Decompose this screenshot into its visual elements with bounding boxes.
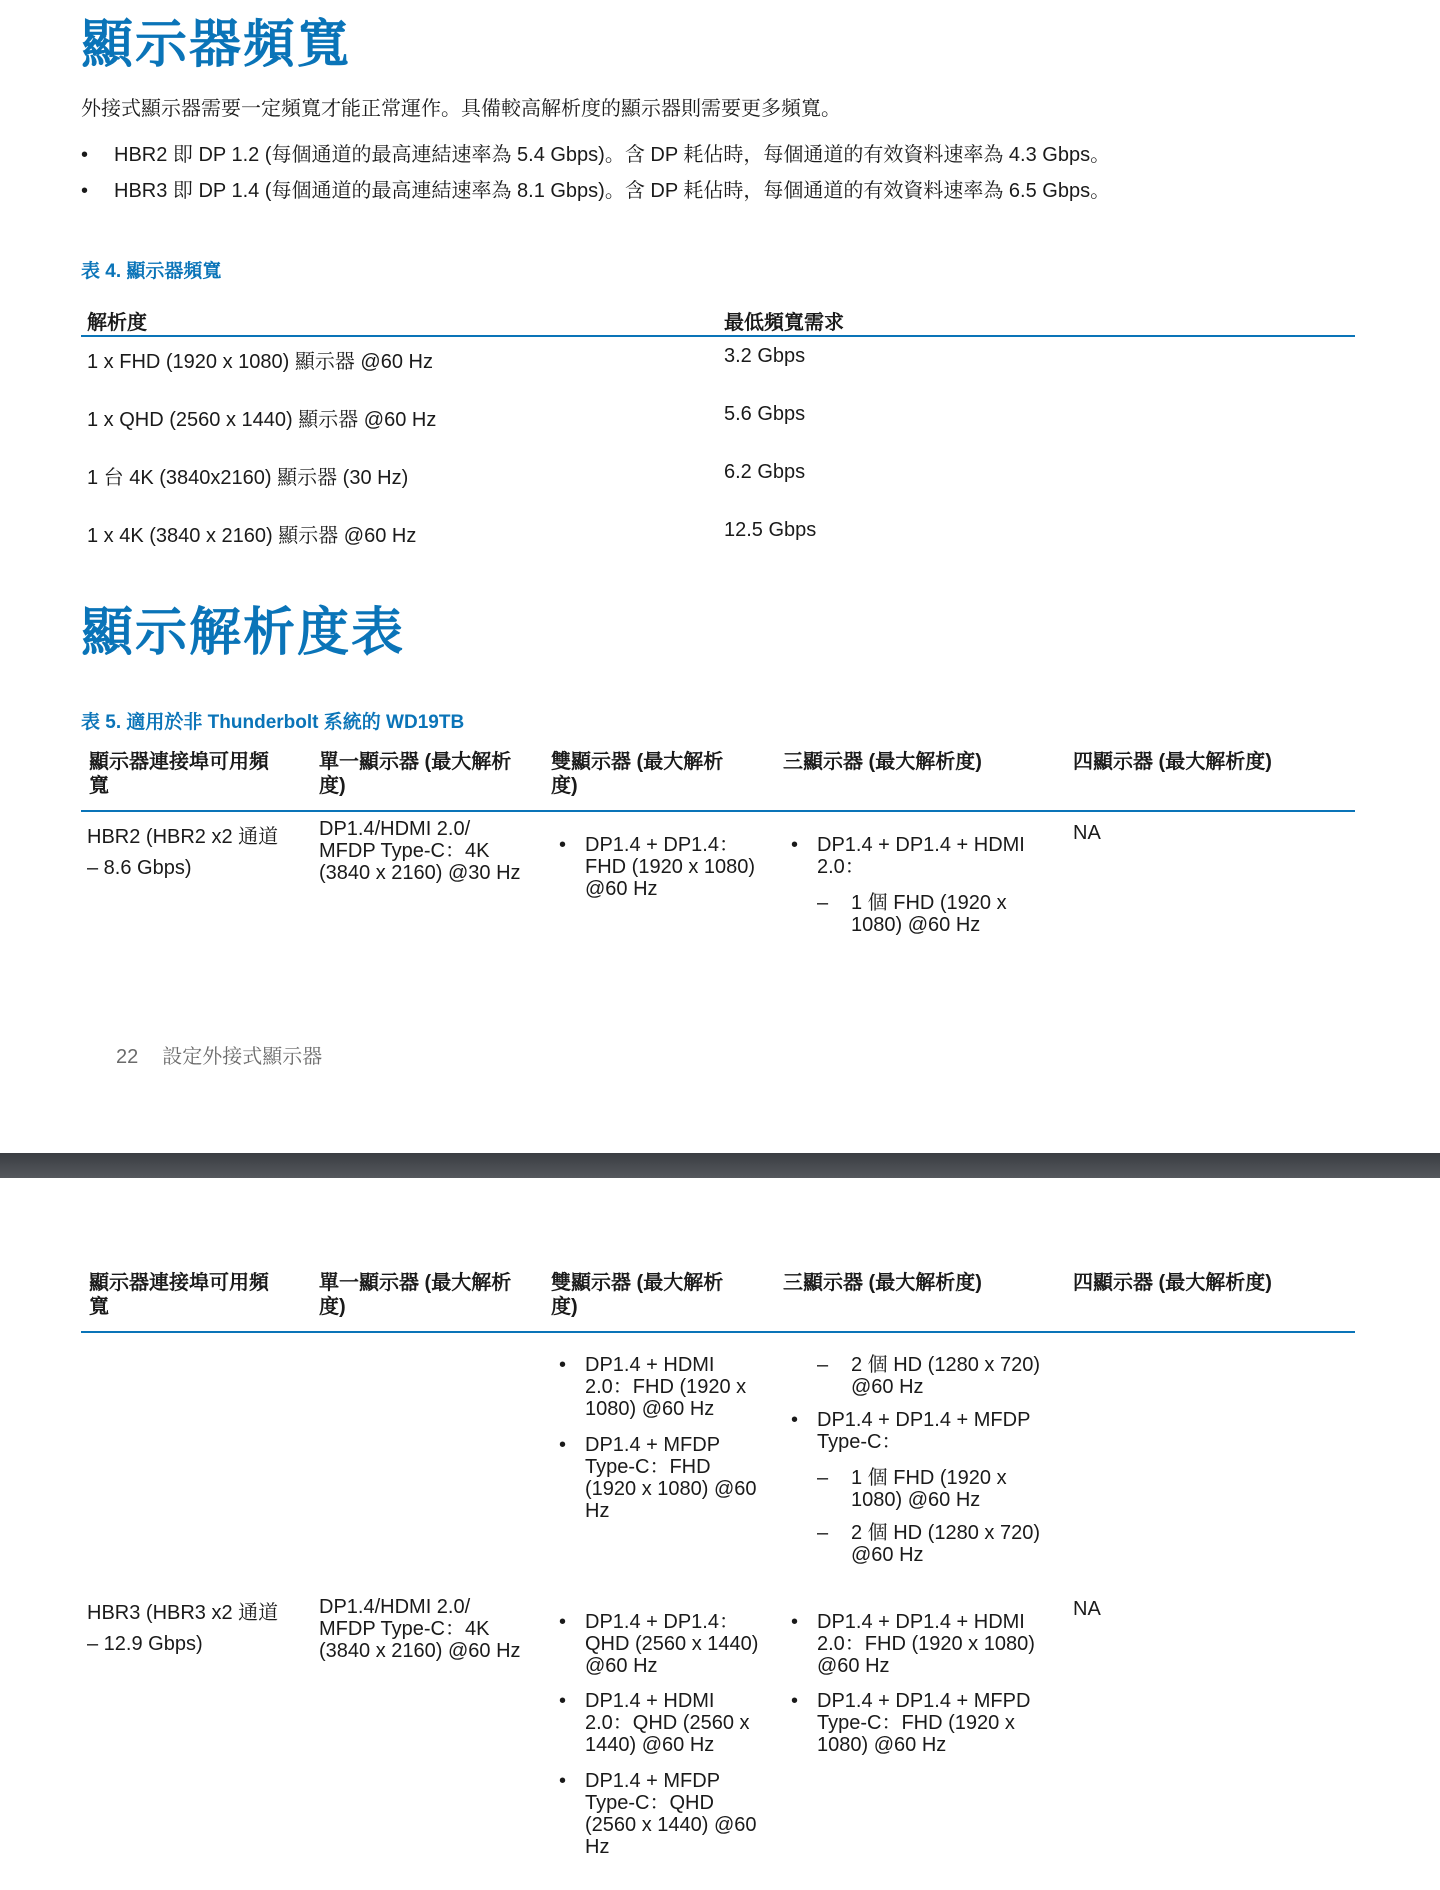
list-item: – 1 個 FHD (1920 x 1080) @60 Hz: [817, 1467, 1007, 1511]
list-item: • DP1.4 + DP1.4 + MFPD Type-C：FHD (1920 x 1080) @60 Hz: [791, 1690, 1031, 1756]
cell-bandwidth: 5.6 Gbps: [724, 403, 806, 425]
list-item: • DP1.4 + DP1.4： FHD (1920 x 1080) @60 Hz: [559, 834, 756, 900]
table-row: [81, 453, 1355, 511]
header-dual: 雙顯示器 (最大解析 度): [551, 1272, 724, 1318]
header-quad: 四顯示器 (最大解析度): [1073, 1272, 1272, 1294]
cell-bandwidth: 3.2 Gbps: [724, 345, 806, 367]
header-single: 單一顯示器 (最大解析 度): [319, 1272, 512, 1318]
table4-caption: 表 4. 顯示器頻寬: [81, 261, 222, 282]
list-item: – 1 個 FHD (1920 x 1080) @60 Hz: [817, 892, 1007, 936]
list-item: – 2 個 HD (1280 x 720) @60 Hz: [817, 1354, 1040, 1398]
table-row: [81, 511, 1355, 569]
cell-resolution: 1 x 4K (3840 x 2160) 顯示器 @60 Hz: [87, 525, 417, 547]
list-item: • DP1.4 + DP1.4 + MFDP Type-C：: [791, 1409, 1031, 1453]
cell-resolution: 1 x QHD (2560 x 1440) 顯示器 @60 Hz: [87, 409, 437, 431]
list-item: – 2 個 HD (1280 x 720) @60 Hz: [817, 1522, 1040, 1566]
page-number: 22: [116, 1046, 139, 1068]
list-item: • DP1.4 + DP1.4 + HDMI 2.0：: [791, 834, 1025, 878]
hbr-bullet-list: [81, 142, 1110, 214]
page-footer: [116, 1040, 322, 1069]
list-item: • DP1.4 + MFDP Type-C：QHD (2560 x 1440) @60 Hz: [559, 1770, 757, 1858]
list-item: • DP1.4 + DP1.4 + HDMI 2.0：FHD (1920 x 1080) @60 Hz: [791, 1611, 1035, 1677]
cell-single: DP1.4/HDMI 2.0/ MFDP Type-C：4K (3840 x 2160) @30 Hz: [319, 818, 521, 884]
header-triple: 三顯示器 (最大解析度): [783, 1272, 982, 1294]
table4-bandwidth: [81, 300, 1355, 569]
cell-resolution: 1 台 4K (3840x2160) 顯示器 (30 Hz): [87, 467, 409, 489]
section-title-resolution-table: 顯示解析度表: [81, 603, 406, 663]
header-bandwidth: 顯示器連接埠可用頻 寬: [89, 1272, 269, 1318]
header-single: 單一顯示器 (最大解析 度): [319, 751, 512, 797]
table-row: [81, 337, 1355, 395]
list-item: • HBR2 即 DP 1.2 (每個通道的最高連結速率為 5.4 Gbps)。含 DP 耗佔時，每個通道的有效資料速率為 4.3 Gbps。: [81, 144, 1111, 166]
intro-paragraph: 外接式顯示器需要一定頻寬才能正常運作。具備較高解析度的顯示器則需要更多頻寬。: [81, 98, 841, 120]
header-quad: 四顯示器 (最大解析度): [1073, 751, 1272, 773]
cell-bandwidth: 12.5 Gbps: [724, 519, 817, 541]
header-dual: 雙顯示器 (最大解析 度): [551, 751, 724, 797]
page-separator: [0, 1153, 1440, 1178]
cell-quad: NA: [1073, 1598, 1101, 1620]
cell-bandwidth: HBR3 (HBR3 x2 通道 – 12.9 Gbps): [87, 1602, 279, 1655]
cell-bandwidth: 6.2 Gbps: [724, 461, 806, 483]
list-item: • HBR3 即 DP 1.4 (每個通道的最高連結速率為 8.1 Gbps)。含 DP 耗佔時，每個通道的有效資料速率為 6.5 Gbps。: [81, 180, 1111, 202]
header-bandwidth: 顯示器連接埠可用頻 寬: [89, 751, 269, 797]
header-resolution: 解析度: [87, 312, 147, 334]
list-item: • DP1.4 + DP1.4： QHD (2560 x 1440) @60 Hz: [559, 1611, 759, 1677]
cell-single: DP1.4/HDMI 2.0/ MFDP Type-C：4K (3840 x 2160) @60 Hz: [319, 1596, 521, 1662]
table-header: [81, 300, 1355, 337]
list-item: • DP1.4 + HDMI 2.0：QHD (2560 x 1440) @60 Hz: [559, 1690, 750, 1756]
section-title-bandwidth: 顯示器頻寬: [81, 15, 352, 75]
header-triple: 三顯示器 (最大解析度): [783, 751, 982, 773]
table5-caption: 表 5. 適用於非 Thunderbolt 系統的 WD19TB: [81, 712, 465, 733]
table-row: [81, 395, 1355, 453]
cell-bandwidth: HBR2 (HBR2 x2 通道 – 8.6 Gbps): [87, 826, 279, 879]
list-item: • DP1.4 + HDMI 2.0：FHD (1920 x 1080) @60 Hz: [559, 1354, 747, 1420]
header-min-bandwidth: 最低頻寬需求: [724, 312, 844, 334]
cell-resolution: 1 x FHD (1920 x 1080) 顯示器 @60 Hz: [87, 351, 433, 373]
table5-header: [81, 750, 1355, 812]
footer-section: 設定外接式顯示器: [162, 1046, 323, 1068]
document-page-23: [0, 1178, 1440, 1890]
list-item: • DP1.4 + MFDP Type-C：FHD (1920 x 1080) @60 Hz: [559, 1434, 757, 1522]
cell-quad: NA: [1073, 822, 1101, 844]
table5-header-continued: [81, 1271, 1355, 1333]
